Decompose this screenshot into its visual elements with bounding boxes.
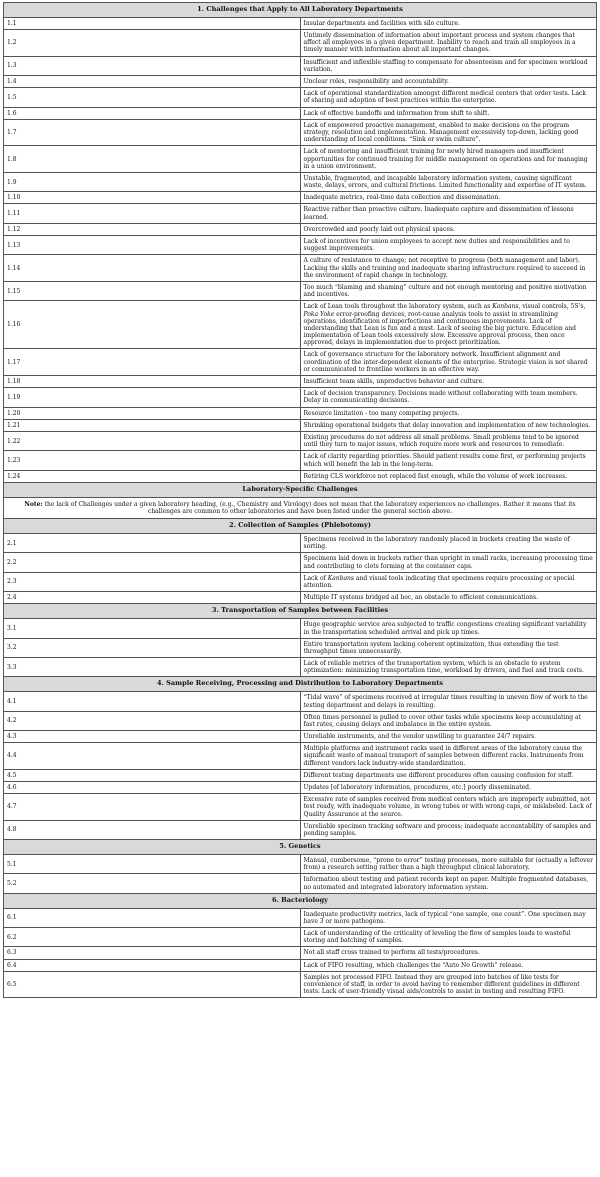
item-number: 2.2: [4, 553, 301, 572]
item-text: Existing procedures do not address all small problems. Small problems tend to be ignored until they turn to major issues, which require more work and resources to remediate.: [300, 431, 597, 450]
table-row: [4, 107, 597, 119]
item-text: Unstable, fragmented, and incapable laboratory information system, causing significant waste, delays, errors, and cultural frictions. Limited functionality and expertise of IT system.: [300, 172, 597, 191]
item-number: 1.16: [4, 301, 301, 349]
item-number: 2.3: [4, 572, 301, 591]
item-number: 4.1: [4, 692, 301, 711]
item-text: Lack of incentives for union employees to accept new duties and responsibilities and to suggest improvements.: [300, 236, 597, 255]
table-row: [4, 971, 597, 998]
note-cell: [4, 497, 597, 518]
table-row: [4, 959, 597, 971]
item-number: 1.10: [4, 192, 301, 204]
item-text: Information about testing and patient records kept on paper. Multiple fragmented databases, no automated and integrated laboratory information system.: [300, 874, 597, 893]
table-row: [4, 638, 597, 657]
table-row: [4, 711, 597, 730]
table-row: [4, 172, 597, 191]
item-text: Shrinking operational budgets that delay innovation and implementation of new technologies.: [300, 419, 597, 431]
item-text: Unreliable instruments, and the vendor unwilling to guarantee 24/7 repairs.: [300, 731, 597, 743]
section-heading-row: [4, 840, 597, 855]
item-number: 3.1: [4, 619, 301, 638]
table-row: [4, 947, 597, 959]
item-text: Entire transportation system lacking coherent optimization, thus extending the test throughput times unnecessarily.: [300, 638, 597, 657]
item-number: 3.3: [4, 658, 301, 677]
item-text: Excessive rate of samples received from medical centers which are improperly submitted, not test ready, with inadequate volume, in wrong tubes or with wrong caps, or mislabeled. Lack of Quality Assurance at the source.: [300, 794, 597, 821]
laboratory-specific-heading: Laboratory-Specific Challenges: [4, 482, 597, 497]
item-text: Huge geographic service area subjected to traffic congestions creating significant variability in the transportation scheduled arrival and pick up times.: [300, 619, 597, 638]
item-number: 6.5: [4, 971, 301, 998]
table-row: [4, 534, 597, 553]
table-row: [4, 820, 597, 839]
item-number: 1.14: [4, 255, 301, 282]
item-text: Retiring CLS workforce not replaced fast enough, while the volume of work increases.: [300, 470, 597, 482]
item-text: Multiple platforms and instrument racks used in different areas of the laboratory cause the significant waste of manual transport of samples between different racks. Instruments from different vendors lack industry-wide standardization.: [300, 743, 597, 770]
section-heading-row: [4, 893, 597, 908]
item-text: Resource limitation - too many competing projects.: [300, 407, 597, 419]
item-text: Multiple IT systems bridged ad hoc, an obstacle to efficient communications.: [300, 592, 597, 604]
table-row: [4, 692, 597, 711]
table-row: [4, 255, 597, 282]
item-number: 2.4: [4, 592, 301, 604]
table-row: [4, 874, 597, 893]
table-row: [4, 376, 597, 388]
table-row: [4, 223, 597, 235]
item-text: “Tidal wave” of specimens received at irregular times resulting in uneven flow of work to the testing department and delays in resulting.: [300, 692, 597, 711]
table-row: [4, 731, 597, 743]
item-number: 1.17: [4, 349, 301, 376]
item-number: 1.12: [4, 223, 301, 235]
item-text: Updates [of laboratory information, procedures, etc.] poorly disseminated.: [300, 782, 597, 794]
item-text: Unclear roles, responsibility and accountability.: [300, 76, 597, 88]
item-text: Specimens received in the laboratory randomly placed in buckets creating the waste of sorting.: [300, 534, 597, 553]
item-text: Insular departments and facilities with silo culture.: [300, 17, 597, 29]
item-number: 1.5: [4, 88, 301, 107]
item-number: 5.2: [4, 874, 301, 893]
item-number: 4.6: [4, 782, 301, 794]
item-number: 6.1: [4, 908, 301, 927]
item-text: Lack of effective handoffs and information from shift to shift.: [300, 107, 597, 119]
note-row: [4, 497, 597, 518]
table-row: [4, 743, 597, 770]
item-number: 1.7: [4, 119, 301, 146]
item-number: 4.3: [4, 731, 301, 743]
item-text: Lack of mentoring and insufficient training for newly hired managers and insufficient opportunities for continued training for middle management on operations and for managing in a union environment.: [300, 146, 597, 173]
item-number: 2.1: [4, 534, 301, 553]
item-number: 1.9: [4, 172, 301, 191]
item-text: Not all staff cross trained to perform all tests/procedures.: [300, 947, 597, 959]
table-row: [4, 553, 597, 572]
item-number: 4.2: [4, 711, 301, 730]
table-row: [4, 192, 597, 204]
item-number: 5.1: [4, 855, 301, 874]
item-number: 3.2: [4, 638, 301, 657]
item-number: 4.8: [4, 820, 301, 839]
item-number: 1.24: [4, 470, 301, 482]
item-text: Lack of empowered proactive management, enabled to make decisions on the program strategy, resolution and implementation. Management excessively top-down, lacking good understanding of local conditions. “Sink or swim culture”.: [300, 119, 597, 146]
item-text: Insufficient team skills, unproductive behavior and culture.: [300, 376, 597, 388]
table-row: [4, 204, 597, 223]
item-number: 1.6: [4, 107, 301, 119]
table-row: [4, 56, 597, 75]
item-text: Specimens laid down in buckets rather than upright in small racks, increasing processing time and contributing to clots forming at the container caps.: [300, 553, 597, 572]
table-row: [4, 658, 597, 677]
item-number: 1.1: [4, 17, 301, 29]
item-text: Overcrowded and poorly laid out physical spaces.: [300, 223, 597, 235]
item-text: Lack of FIFO resulting, which challenges the “Auto No Growth” release.: [300, 959, 597, 971]
item-number: 1.3: [4, 56, 301, 75]
section-title: 4. Sample Receiving, Processing and Distribution to Laboratory Departments: [4, 677, 597, 692]
section-title: 2. Collection of Samples (Phlebotomy): [4, 519, 597, 534]
table-row: [4, 146, 597, 173]
item-text: Inadequate productivity metrics, lack of typical “one sample, one count”. One specimen may have 3 or more pathogens.: [300, 908, 597, 927]
item-text: Lack of governance structure for the laboratory network. Insufficient alignment and coordination of the inter-dependent elements of the enterprise. Strategic vision is not shared or communicated to frontline workers in an effective way.: [300, 349, 597, 376]
table-row: [4, 572, 597, 591]
table-row: [4, 794, 597, 821]
section-heading-row: [4, 519, 597, 534]
table-row: [4, 928, 597, 947]
section-title: 1. Challenges that Apply to All Laboratory Departments: [4, 3, 597, 18]
item-number: 6.4: [4, 959, 301, 971]
item-number: 4.4: [4, 743, 301, 770]
item-number: 1.15: [4, 281, 301, 300]
item-number: 1.23: [4, 451, 301, 470]
table-row: [4, 451, 597, 470]
table-row: [4, 470, 597, 482]
table-row: [4, 281, 597, 300]
table-row: [4, 17, 597, 29]
specific-heading-group: [4, 482, 597, 518]
section-title: 3. Transportation of Samples between Facilities: [4, 604, 597, 619]
item-text: Lack of Kanbans and visual tools indicating that specimens require processing or special attention.: [300, 572, 597, 591]
note-text: the lack of Challenges under a given laboratory heading, (e.g., Chemistry and Virology) does not mean that the laboratory experiences no challenges. Rather it means that its challenges are common to other laboratories and have been listed under the general section above.: [42, 500, 576, 515]
item-text: Lack of operational standardization amongst different medical centers that order tests. Lack of sharing and adoption of best practices within the enterprise.: [300, 88, 597, 107]
item-text: Insufficient and inflexible staffing to compensate for absenteeism and for specimen workload variation.: [300, 56, 597, 75]
table-row: [4, 88, 597, 107]
item-text: Often times personnel is pulled to cover other tasks while specimens keep accumulating at fast rates, causing delays and imbalance in the entire system.: [300, 711, 597, 730]
item-number: 1.8: [4, 146, 301, 173]
table-row: [4, 119, 597, 146]
item-number: 4.7: [4, 794, 301, 821]
section-heading-row: [4, 677, 597, 692]
item-number: 1.18: [4, 376, 301, 388]
item-text: Lack of Lean tools throughout the laboratory system, such as Kanbans, visual controls, 5S’s, Poka Yoke error-proofing devices, root-cause analysis tools to assist in streamlining operations, identification of imperfections and continuous improvements. Lack of understanding that Lean is fun and a must. Lack of seeing the big picture. Education and implementation of Lean tools excessively slow. Excessive approval process, then once approved, delays in implementation due to project prioritization.: [300, 301, 597, 349]
document: [3, 2, 597, 998]
specific-challenges: [4, 519, 597, 998]
item-text: Unreliable specimen tracking software and process; inadequate accountability of samples and pending samples.: [300, 820, 597, 839]
table-row: [4, 855, 597, 874]
section-heading-row: [4, 3, 597, 18]
general-challenges: [4, 3, 597, 483]
item-number: 1.11: [4, 204, 301, 223]
table-row: [4, 30, 597, 57]
item-number: 1.20: [4, 407, 301, 419]
item-text: Inadequate metrics, real-time data collection and dissemination.: [300, 192, 597, 204]
table-row: [4, 76, 597, 88]
item-text: A culture of resistance to change; not receptive to progress (both management and labor). Lacking the skills and training and inadequate sharing infrastructure required to succeed in the environment of rapid change in technology.: [300, 255, 597, 282]
section-title: 5. Genetics: [4, 840, 597, 855]
table-row: [4, 419, 597, 431]
table-row: [4, 619, 597, 638]
item-number: 1.21: [4, 419, 301, 431]
item-number: 6.2: [4, 928, 301, 947]
item-text: Lack of reliable metrics of the transportation system, which is an obstacle to system optimization: minimizing transportation time, workload by drivers, and fuel and track costs.: [300, 658, 597, 677]
section-title: 6. Bacteriology: [4, 893, 597, 908]
item-text: Lack of understanding of the criticality of leveling the flow of samples leads to wasteful storing and batching of samples.: [300, 928, 597, 947]
item-text: Too much “blaming and shaming” culture and not enough mentoring and positive motivation and incentives.: [300, 281, 597, 300]
item-text: Lack of decision transparency. Decisions made without collaborating with team members. Delay in communicating decisions.: [300, 388, 597, 407]
section-heading-row: [4, 604, 597, 619]
table-row: [4, 782, 597, 794]
item-text: Reactive rather than proactive culture. Inadequate capture and dissemination of lessons learned.: [300, 204, 597, 223]
table-row: [4, 388, 597, 407]
item-number: 1.13: [4, 236, 301, 255]
item-text: Manual, cumbersome, “prone to error” testing processes, more suitable for (actually a leftover from) a research setting rather than a high throughput clinical laboratory.: [300, 855, 597, 874]
item-text: Different testing departments use different procedures often causing confusion for staff.: [300, 769, 597, 781]
table-row: [4, 349, 597, 376]
table-row: [4, 301, 597, 349]
item-number: 1.4: [4, 76, 301, 88]
item-number: 1.19: [4, 388, 301, 407]
table-row: [4, 431, 597, 450]
note-label: Note:: [24, 500, 43, 508]
table-row: [4, 407, 597, 419]
table-row: [4, 592, 597, 604]
section-heading-row: [4, 482, 597, 497]
table-row: [4, 236, 597, 255]
item-number: 6.3: [4, 947, 301, 959]
item-number: 1.2: [4, 30, 301, 57]
table-row: [4, 908, 597, 927]
table-row: [4, 769, 597, 781]
challenges-table: [3, 2, 597, 998]
item-text: Samples not processed FIFO. Instead they are grouped into batches of like tests for convenience of staff, in order to avoid having to remember different guidelines in different tests. Lack of user-friendly visual aids/controls to assist in testing and resulting FIFO.: [300, 971, 597, 998]
item-text: Lack of clarity regarding priorities. Should patient results come first, or performing projects which will benefit the lab in the long-term.: [300, 451, 597, 470]
item-number: 1.22: [4, 431, 301, 450]
item-number: 4.5: [4, 769, 301, 781]
item-text: Untimely dissemination of information about important process and system changes that affect all employees in a given department. Inability to reach and train all employees in a timely manner with information about all important changes.: [300, 30, 597, 57]
